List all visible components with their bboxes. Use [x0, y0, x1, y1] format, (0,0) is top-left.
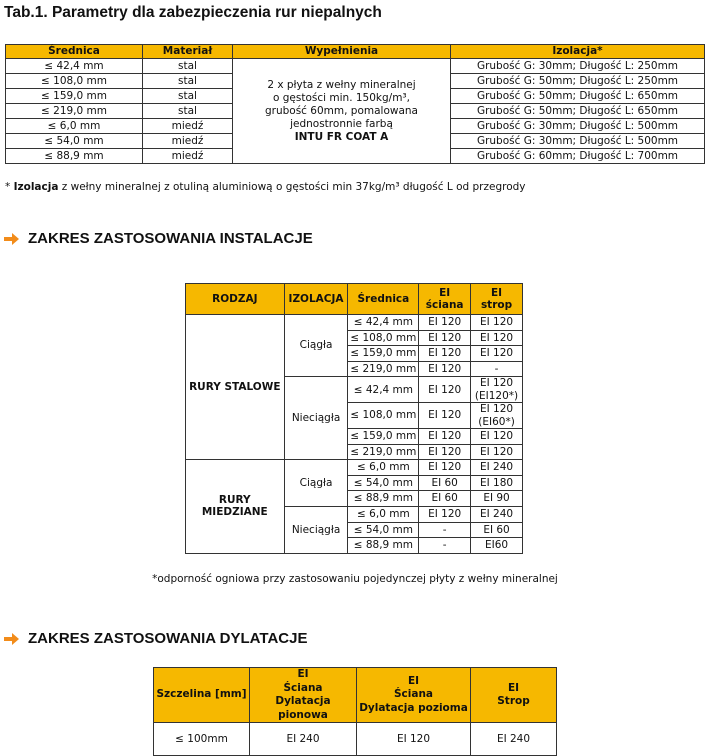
cell-ceiling: EI 120 [471, 429, 523, 445]
filling-line: jednostronnie farbą [290, 117, 393, 130]
page-title: Tab.1. Parametry dla zabezpieczenia rur niepalnych [4, 4, 382, 21]
cell-insulation: Grubość G: 30mm; Długość L: 250mm [451, 59, 705, 74]
cell-ceiling: EI 240 [471, 506, 523, 522]
cell-insulation: Ciągła [284, 315, 348, 377]
header-insulation: IZOLACJA [284, 284, 348, 315]
cell-wall: EI 120 [419, 429, 471, 445]
header-diameter: Średnica [6, 45, 143, 59]
cell-diameter: ≤ 42,4 mm [348, 377, 419, 403]
cell-material: miedź [143, 134, 233, 149]
header-wall: EI ściana [419, 284, 471, 315]
header-ceiling: EI Strop [471, 668, 557, 723]
cell-ceiling: EI 120 [471, 444, 523, 460]
header-type: RODZAJ [186, 284, 285, 315]
cell-diameter: ≤ 108,0 mm [348, 330, 419, 346]
cell-ceiling: EI 120 (EI120*) [471, 377, 523, 403]
cell-ceiling: EI 120 [471, 330, 523, 346]
header-wall-horizontal: EI Ściana Dylatacja pozioma [357, 668, 471, 723]
insulation-footnote [5, 181, 526, 193]
single-board-footnote: *odporność ogniowa przy zastosowaniu pojedynczej płyty z wełny mineralnej [152, 573, 558, 585]
header-ceiling: EI strop [471, 284, 523, 315]
cell-insulation: Grubość G: 50mm; Długość L: 250mm [451, 74, 705, 89]
cell-material: stal [143, 59, 233, 74]
cell-ceiling: EI 240 [471, 723, 557, 756]
cell-type: RURY STALOWE [186, 315, 285, 460]
cell-material: stal [143, 104, 233, 119]
cell-wall: - [419, 522, 471, 538]
cell-diameter: ≤ 108,0 mm [6, 74, 143, 89]
cell-wall: EI 120 [419, 460, 471, 476]
cell-diameter: ≤ 6,0 mm [348, 506, 419, 522]
cell-material: stal [143, 89, 233, 104]
cell-insulation: Grubość G: 50mm; Długość L: 650mm [451, 104, 705, 119]
cell-diameter: ≤ 54,0 mm [348, 522, 419, 538]
expansion-joints-table [153, 667, 557, 756]
table-row [6, 59, 705, 74]
cell-wall: EI 120 [419, 403, 471, 429]
cell-diameter: ≤ 6,0 mm [6, 119, 143, 134]
filling-product: INTU FR COAT A [294, 130, 389, 143]
cell-ceiling: - [471, 361, 523, 377]
cell-wall-horizontal: EI 120 [357, 723, 471, 756]
cell-ceiling: EI 90 [471, 491, 523, 507]
section-title: ZAKRES ZASTOSOWANIA INSTALACJE [28, 230, 313, 247]
header-insulation: Izolacja* [451, 45, 705, 59]
cell-wall: EI 60 [419, 475, 471, 491]
cell-filling [233, 59, 451, 164]
cell-diameter: ≤ 219,0 mm [348, 361, 419, 377]
footnote-text: z wełny mineralnej z otuliną aluminiową o gęstości min 37kg/m³ długość L od przegrody [58, 181, 526, 193]
filling-line: grubość 60mm, pomalowana [264, 104, 418, 117]
section-heading-expansion-joints [4, 630, 307, 647]
cell-wall: EI 120 [419, 444, 471, 460]
cell-wall: EI 120 [419, 346, 471, 362]
cell-wall: - [419, 538, 471, 554]
cell-diameter: ≤ 108,0 mm [348, 403, 419, 429]
cell-wall: EI 120 [419, 361, 471, 377]
cell-wall: EI 120 [419, 506, 471, 522]
cell-ceiling: EI 120 [471, 346, 523, 362]
cell-gap: ≤ 100mm [154, 723, 250, 756]
table-row [154, 723, 557, 756]
arrow-right-icon [4, 232, 20, 246]
section-title: ZAKRES ZASTOSOWANIA DYLATACJE [28, 630, 308, 647]
installations-table [185, 283, 523, 554]
cell-insulation: Grubość G: 30mm; Długość L: 500mm [451, 119, 705, 134]
cell-diameter: ≤ 159,0 mm [6, 89, 143, 104]
cell-wall: EI 120 [419, 377, 471, 403]
cell-diameter: ≤ 54,0 mm [6, 134, 143, 149]
header-material: Materiał [143, 45, 233, 59]
table-row [186, 315, 523, 331]
header-wall-vertical: EI Ściana Dylatacja pionowa [250, 668, 357, 723]
section-heading-installations [4, 230, 313, 247]
cell-wall: EI 60 [419, 491, 471, 507]
cell-diameter: ≤ 88,9 mm [348, 491, 419, 507]
table-header-row [6, 45, 705, 59]
cell-diameter: ≤ 88,9 mm [348, 538, 419, 554]
cell-ceiling: EI 240 [471, 460, 523, 476]
cell-diameter: ≤ 159,0 mm [348, 429, 419, 445]
cell-insulation: Grubość G: 50mm; Długość L: 650mm [451, 89, 705, 104]
footnote-prefix: * [5, 181, 14, 193]
cell-insulation: Grubość G: 60mm; Długość L: 700mm [451, 149, 705, 164]
parameters-table [5, 44, 705, 164]
cell-material: stal [143, 74, 233, 89]
cell-insulation: Grubość G: 30mm; Długość L: 500mm [451, 134, 705, 149]
footnote-bold: Izolacja [13, 181, 59, 193]
filling-line: 2 x płyta z wełny mineralnej [267, 78, 416, 91]
filling-line: o gęstości min. 150kg/m³, [273, 91, 410, 104]
cell-diameter: ≤ 88,9 mm [6, 149, 143, 164]
cell-material: miedź [143, 119, 233, 134]
header-diameter: Średnica [348, 284, 419, 315]
cell-diameter: ≤ 219,0 mm [6, 104, 143, 119]
cell-insulation: Nieciągła [284, 506, 348, 553]
cell-diameter: ≤ 42,4 mm [348, 315, 419, 331]
cell-diameter: ≤ 54,0 mm [348, 475, 419, 491]
cell-wall: EI 120 [419, 330, 471, 346]
cell-diameter: ≤ 42,4 mm [6, 59, 143, 74]
table-header-row [186, 284, 523, 315]
cell-ceiling: EI 60 [471, 522, 523, 538]
table-header-row [154, 668, 557, 723]
cell-diameter: ≤ 6,0 mm [348, 460, 419, 476]
cell-ceiling: EI 180 [471, 475, 523, 491]
cell-ceiling: EI60 [471, 538, 523, 554]
arrow-right-icon [4, 632, 20, 646]
cell-insulation: Nieciągła [284, 377, 348, 460]
cell-wall: EI 120 [419, 315, 471, 331]
cell-diameter: ≤ 159,0 mm [348, 346, 419, 362]
cell-insulation: Ciągła [284, 460, 348, 507]
cell-material: miedź [143, 149, 233, 164]
cell-ceiling: EI 120 (EI60*) [471, 403, 523, 429]
cell-type: RURY MIEDZIANE [186, 460, 285, 554]
cell-ceiling: EI 120 [471, 315, 523, 331]
header-filling: Wypełnienia [233, 45, 451, 59]
header-gap: Szczelina [mm] [154, 668, 250, 723]
cell-wall-vertical: EI 240 [250, 723, 357, 756]
table-row [186, 460, 523, 476]
cell-diameter: ≤ 219,0 mm [348, 444, 419, 460]
